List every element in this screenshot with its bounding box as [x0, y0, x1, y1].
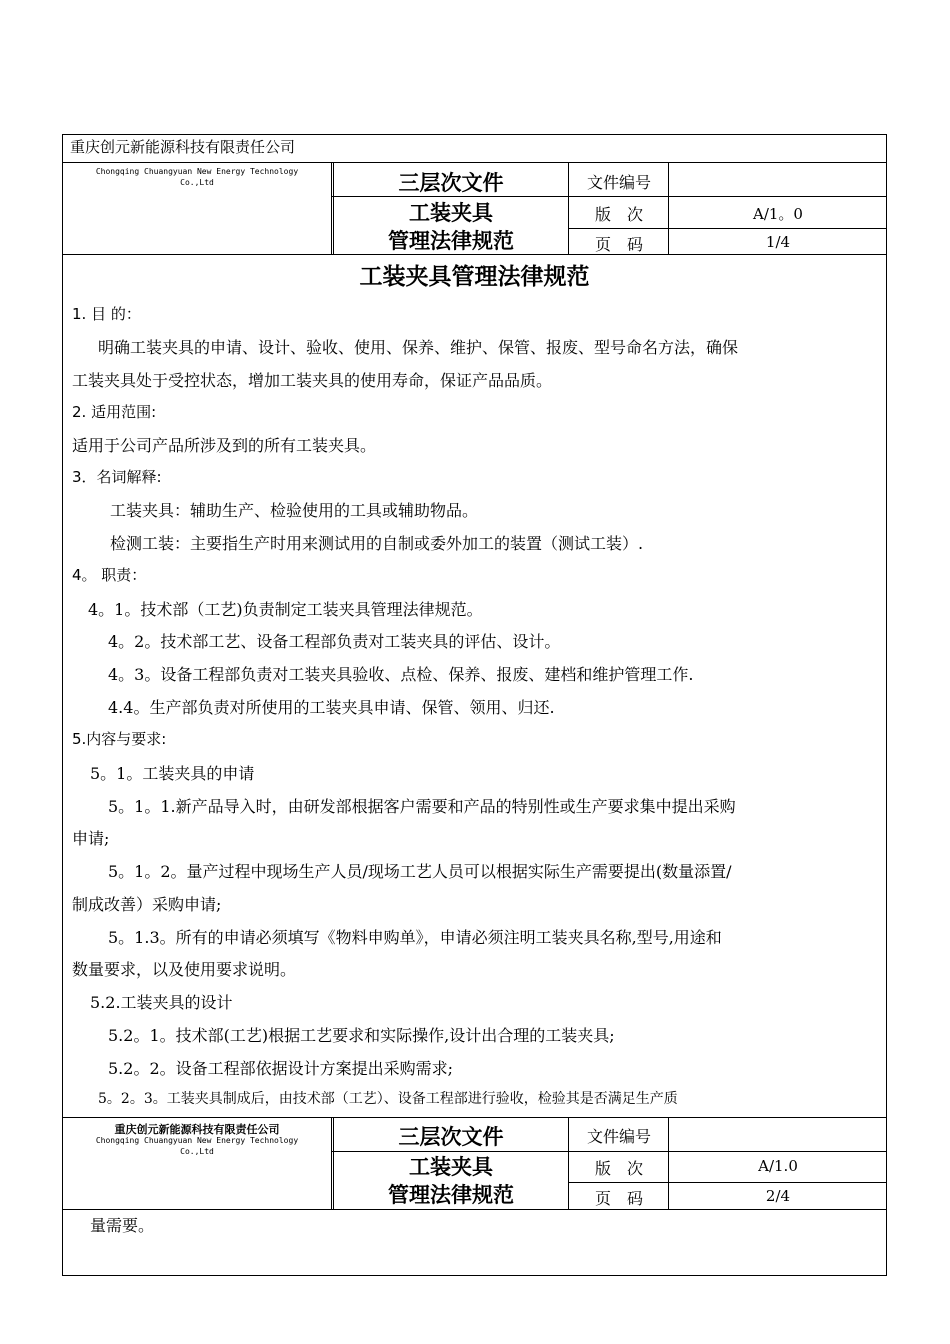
company-name-en: [62, 1135, 332, 1157]
page-value: 1/4: [765, 233, 791, 251]
list-item: 4.4。生产部负责对所使用的工装夹具申请、保管、领用、归还.: [108, 698, 555, 717]
page-label: 页 码: [594, 235, 643, 254]
header-title: [334, 199, 568, 255]
list-item: 5。1。1.新产品导入时，由研发部根据客户需要和产品的特别性或生产要求集中提出采购: [108, 797, 736, 816]
section-heading: 2. 适用范围:: [72, 403, 157, 421]
version-value: A/1.0: [758, 1157, 798, 1175]
subsection-heading: 5.2.工装夹具的设计: [90, 993, 233, 1012]
divider: [568, 1182, 887, 1183]
paragraph-continuation: 量需要。: [90, 1216, 155, 1235]
divider: [568, 228, 887, 229]
paragraph: 检测工装：主要指生产时用来测试用的自制或委外加工的装置（测试工装）.: [110, 534, 644, 553]
list-item-continuation: 申请;: [72, 829, 110, 848]
document-title: 工装夹具管理法律规范: [359, 264, 590, 290]
document-level: 三层次文件: [398, 1125, 504, 1149]
header-title-line1: 工装夹具: [409, 201, 493, 225]
divider: [62, 162, 887, 163]
divider: [668, 162, 669, 254]
divider: [568, 162, 569, 254]
list-item: 5。1.3。所有的申请必须填写《物料申购单》，申请必须注明工装夹具名称,型号,用途和: [108, 928, 722, 947]
divider: [332, 1151, 887, 1152]
version-label: 版 次: [594, 1159, 643, 1178]
divider: [668, 1117, 669, 1209]
paragraph: 工装夹具处于受控状态，增加工装夹具的使用寿命，保证产品品质。: [72, 371, 553, 390]
page-label: 页 码: [594, 1189, 643, 1208]
section-heading: 5.内容与要求:: [72, 730, 167, 748]
doc-number-label: 文件编号: [586, 173, 651, 192]
list-item-continuation: 制成改善）采购申请;: [72, 895, 222, 914]
section-heading: 3．名词解释:: [72, 468, 162, 486]
list-item: 4。3。设备工程部负责对工装夹具验收、点检、保养、报废、建档和维护管理工作.: [108, 665, 694, 684]
header-title-line1: 工装夹具: [409, 1155, 493, 1179]
doc-number-label: 文件编号: [586, 1127, 651, 1146]
company-name-cn: 重庆创元新能源科技有限责任公司: [114, 1123, 280, 1136]
subsection-heading: 5。1。工装夹具的申请: [90, 764, 255, 783]
section-heading: 4。 职责：: [72, 566, 147, 584]
list-item: 5.2。1。技术部(工艺)根据工艺要求和实际操作,设计出合理的工装夹具;: [108, 1026, 615, 1045]
company-name-en-line1: Chongqing Chuangyuan New Energy Technology: [95, 1136, 299, 1145]
list-item-continuation: 数量要求，以及使用要求说明。: [72, 960, 297, 979]
paragraph: 工装夹具：辅助生产、检验使用的工具或辅助物品。: [110, 501, 479, 520]
page-value: 2/4: [765, 1187, 791, 1205]
list-item: 5。2。3。工装夹具制成后，由技术部（工艺）、设备工程部进行验收，检验其是否满足生产质: [98, 1091, 678, 1107]
list-item: 4。1。技术部（工艺)负责制定工装夹具管理法律规范。: [88, 600, 483, 619]
divider: [568, 1117, 569, 1209]
list-item: 5。1。2。量产过程中现场生产人员/现场工艺人员可以根据实际生产需要提出(数量添置/: [108, 862, 732, 881]
paragraph: 明确工装夹具的申请、设计、验收、使用、保养、维护、保管、报废、型号命名方法，确保: [98, 338, 739, 357]
version-label: 版 次: [594, 205, 643, 224]
company-name-en-line2: Co.,Ltd: [180, 1147, 214, 1156]
company-name-en-line2: Co.,Ltd: [180, 178, 214, 187]
document-level: 三层次文件: [398, 171, 504, 195]
company-name-en-line1: Chongqing Chuangyuan New Energy Technology: [95, 167, 299, 176]
list-item: 5.2。2。设备工程部依据设计方案提出采购需求;: [108, 1059, 454, 1078]
company-name-cn: 重庆创元新能源科技有限责任公司: [70, 138, 296, 156]
list-item: 4。2。技术部工艺、设备工程部负责对工装夹具的评估、设计。: [108, 632, 561, 651]
section-heading: 1. 目 的：: [72, 305, 141, 323]
header-title: [334, 1153, 568, 1209]
version-value: A/1。0: [753, 205, 803, 223]
company-name-en: [62, 166, 332, 188]
header-title-line2: 管理法律规范: [388, 229, 514, 253]
divider: [62, 1209, 887, 1210]
paragraph: 适用于公司产品所涉及到的所有工装夹具。: [72, 436, 377, 455]
header-title-line2: 管理法律规范: [388, 1183, 514, 1207]
